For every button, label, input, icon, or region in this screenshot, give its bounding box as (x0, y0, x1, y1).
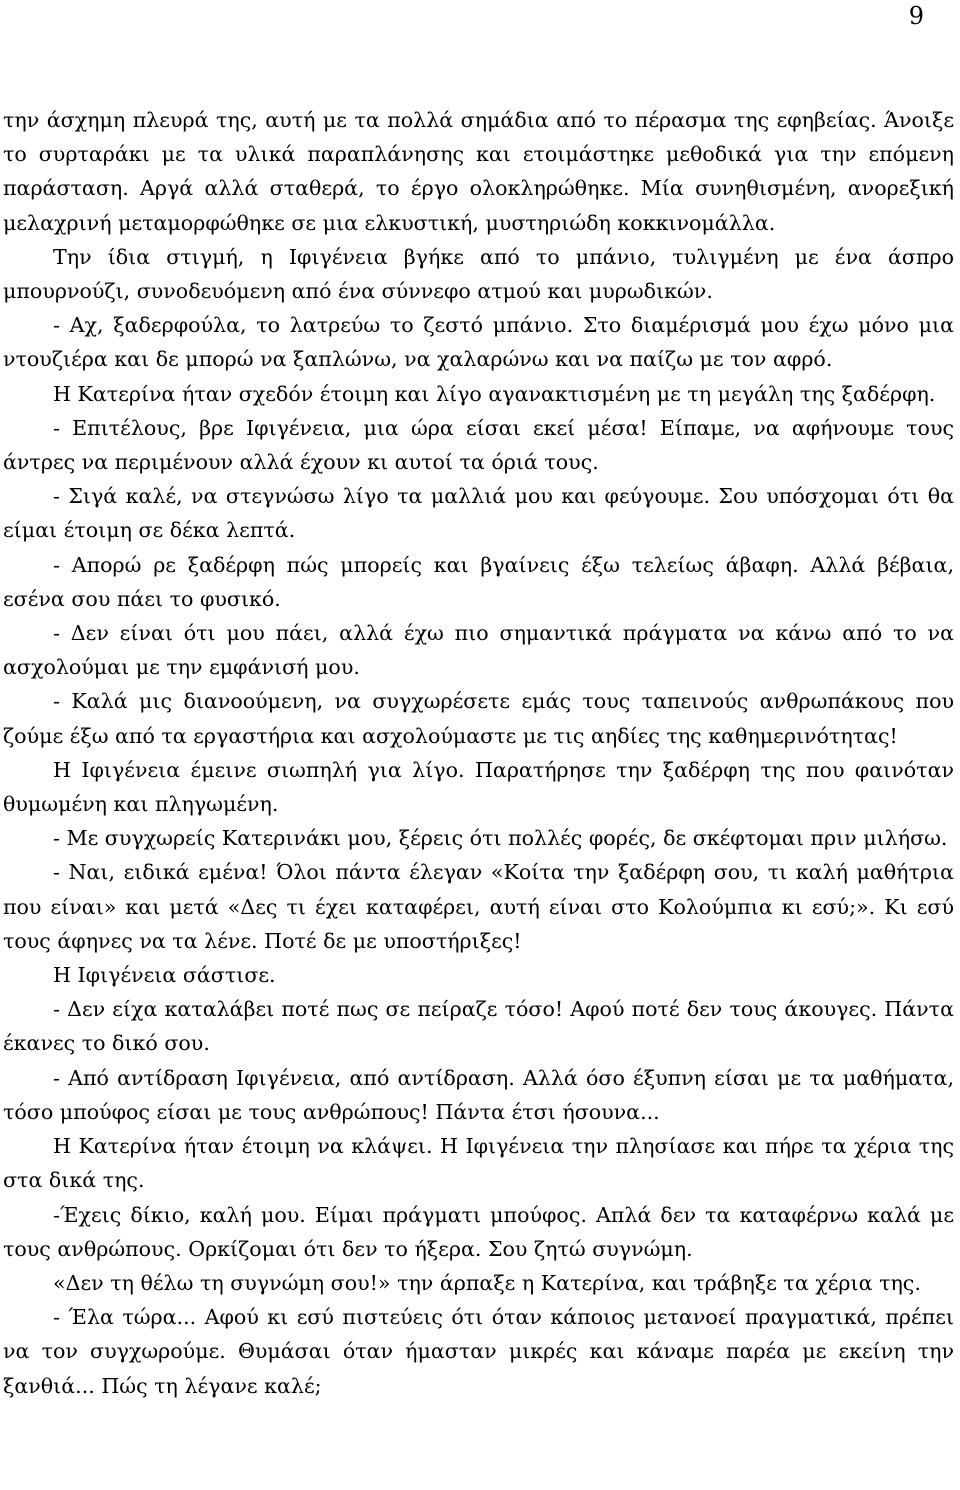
paragraph: την άσχημη πλευρά της, αυτή με τα πολλά σημάδια από το πέρασμα της εφηβείας. Άνοιξε το συρταράκι με τα υλικά παραπλάνησης και ετοιμάστηκε μεθοδικά για την επόμενη παράσταση. Αργά αλλά σταθερά, το έργο ολοκληρώθηκε. Μία συνηθισμένη, ανορεξική μελαχρινή μεταμορφώθηκε σε μια ελκυστική, μυστηριώδη κοκκινομάλλα. (3, 108, 954, 235)
paragraph: - Αχ, ξαδερφούλα, το λατρεύω το ζεστό μπάνιο. Στο διαμέρισμά μου έχω μόνο μια ντουζιέρα και δε μπορώ να ξαπλώνω, να χαλαρώνω και να παίζω με τον αφρό. (3, 313, 954, 372)
paragraph: Την ίδια στιγμή, η Ιφιγένεια βγήκε από το μπάνιο, τυλιγμένη με ένα άσπρο μπουρνούζι, συνοδευόμενη από ένα σύννεφο ατμού και μυρωδικών. (3, 244, 954, 304)
paragraph: - Δεν είχα καταλάβει ποτέ πως σε πείραζε τόσο! Αφού ποτέ δεν τους άκουγες. Πάντα έκανες το δικό σου. (3, 997, 954, 1056)
paragraph: - Ναι, ειδικά εμένα! Όλοι πάντα έλεγαν «Κοίτα την ξαδέρφη σου, τι καλή μαθήτρια που είναι» και μετά «Δες τι έχει καταφέρει, αυτή είναι στο Κολούμπια κι εσύ;». Κι εσύ τους άφηνες να τα λένε. Ποτέ δε με υποστήριξες! (3, 860, 954, 953)
paragraph: - Απορώ ρε ξαδέρφη πώς μπορείς και βγαίνεις έξω τελείως άβαφη. Αλλά βέβαια, εσένα σου πάει το φυσικό. (3, 552, 954, 611)
paragraph: - Από αντίδραση Ιφιγένεια, από αντίδραση. Αλλά όσο έξυπνη είσαι με τα μαθήματα, τόσο μπούφος είσαι με τους ανθρώπους! Πάντα έτσι ήσουνα... (3, 1065, 954, 1124)
paragraph: Η Κατερίνα ήταν έτοιμη να κλάψει. Η Ιφιγένεια την πλησίασε και πήρε τα χέρια της στα δικά της. (3, 1134, 954, 1193)
page-number: 9 (908, 2, 924, 30)
paragraph: Η Κατερίνα ήταν σχεδόν έτοιμη και λίγο αγανακτισμένη με τη μεγάλη της ξαδέρφη. (53, 381, 936, 406)
paragraph: -Έχεις δίκιο, καλή μου. Είμαι πράγματι μπούφος. Απλά δεν τα καταφέρνω καλά με τους ανθρώπους. Ορκίζομαι ότι δεν το ήξερα. Σου ζητώ συγνώμη. (3, 1202, 954, 1261)
paragraph: - Επιτέλους, βρε Ιφιγένεια, μια ώρα είσαι εκεί μέσα! Είπαμε, να αφήνουμε τους άντρες να περιμένουν αλλά έχουν κι αυτοί τα όριά τους. (3, 415, 954, 475)
paragraph: - Σιγά καλέ, να στεγνώσω λίγο τα μαλλιά μου και φεύγουμε. Σου υπόσχομαι ότι θα είμαι έτοιμη σε δέκα λεπτά. (3, 484, 954, 543)
paragraph: «Δεν τη θέλω τη συγνώμη σου!» την άρπαξε η Κατερίνα, και τράβηξε τα χέρια της. (53, 1270, 921, 1295)
paragraph: Η Ιφιγένεια σάστισε. (53, 963, 276, 988)
paragraph: Η Ιφιγένεια έμεινε σιωπηλή για λίγο. Παρατήρησε την ξαδέρφη της που φαινόταν θυμωμένη και πληγωμένη. (3, 757, 954, 817)
paragraph: - Καλά μις διανοούμενη, να συγχωρέσετε εμάς τους ταπεινούς ανθρωπάκους που ζούμε έξω από τα εργαστήρια και ασχολούμαστε με τις αηδίες της καθημερινότητας! (3, 689, 954, 748)
document-body (3, 103, 954, 1403)
paragraph: - Δεν είναι ότι μου πάει, αλλά έχω πιο σημαντικά πράγματα να κάνω από το να ασχολούμαι με την εμφάνισή μου. (3, 621, 954, 680)
paragraph: - Με συγχωρείς Κατερινάκι μου, ξέρεις ότι πολλές φορές, δε σκέφτομαι πριν μιλήσω. (53, 826, 948, 851)
paragraph: - Έλα τώρα... Αφού κι εσύ πιστεύεις ότι όταν κάποιος μετανοεί πραγματικά, πρέπει να τον συγχωρούμε. Θυμάσαι όταν ήμασταν μικρές και κάναμε παρέα με εκείνη την ξανθιά... Πώς τη λέγανε καλέ; (3, 1305, 954, 1398)
